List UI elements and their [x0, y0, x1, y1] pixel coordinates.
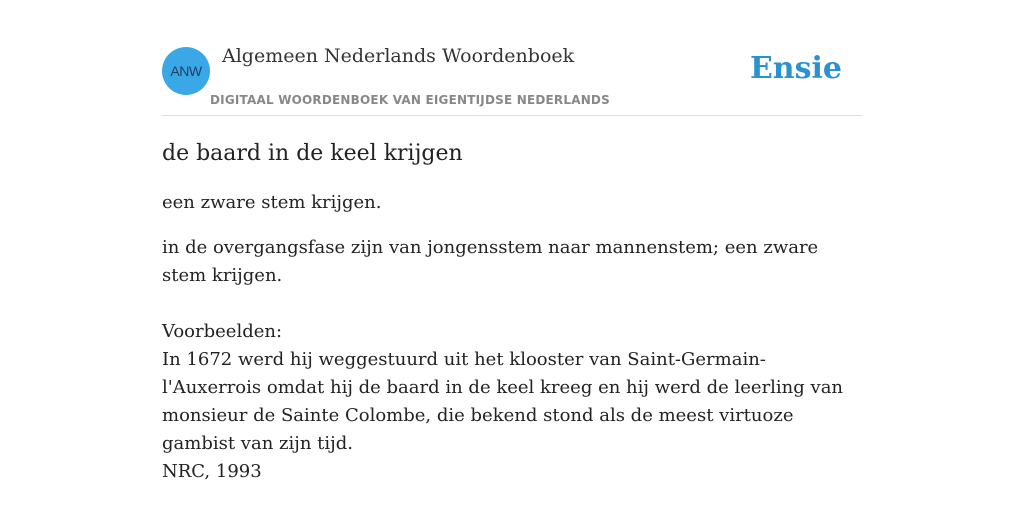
anw-logo[interactable]: ANW — [162, 47, 210, 95]
entry-explanation: in de overgangsfase zijn van jongensstem naar mannenstem; een zware stem krijgen. — [162, 237, 819, 286]
entry-definition: een zware stem krijgen. — [162, 192, 382, 213]
examples-label: Voorbeelden: — [162, 321, 283, 342]
entry-content — [162, 138, 862, 486]
site-header — [162, 40, 862, 116]
ensie-brand-logo[interactable]: Ensie — [749, 51, 842, 86]
source-title[interactable]: Algemeen Nederlands Woordenboek — [222, 45, 575, 67]
example-text: In 1672 werd hij weggestuurd uit het klooster van Saint-Germain-l'Auxerrois omdat hij de baard in de keel kreeg en hij werd de leerling van monsieur de Sainte Colombe, die bekend stond als de meest virtuoze gambist van zijn tijd. — [162, 349, 844, 454]
example-source: NRC, 1993 — [162, 461, 262, 482]
entry-term: de baard in de keel krijgen — [162, 141, 463, 166]
examples-section — [162, 318, 862, 486]
source-subtitle: DIGITAAL WOORDENBOEK VAN EIGENTIJDSE NEDERLANDS — [210, 93, 610, 107]
